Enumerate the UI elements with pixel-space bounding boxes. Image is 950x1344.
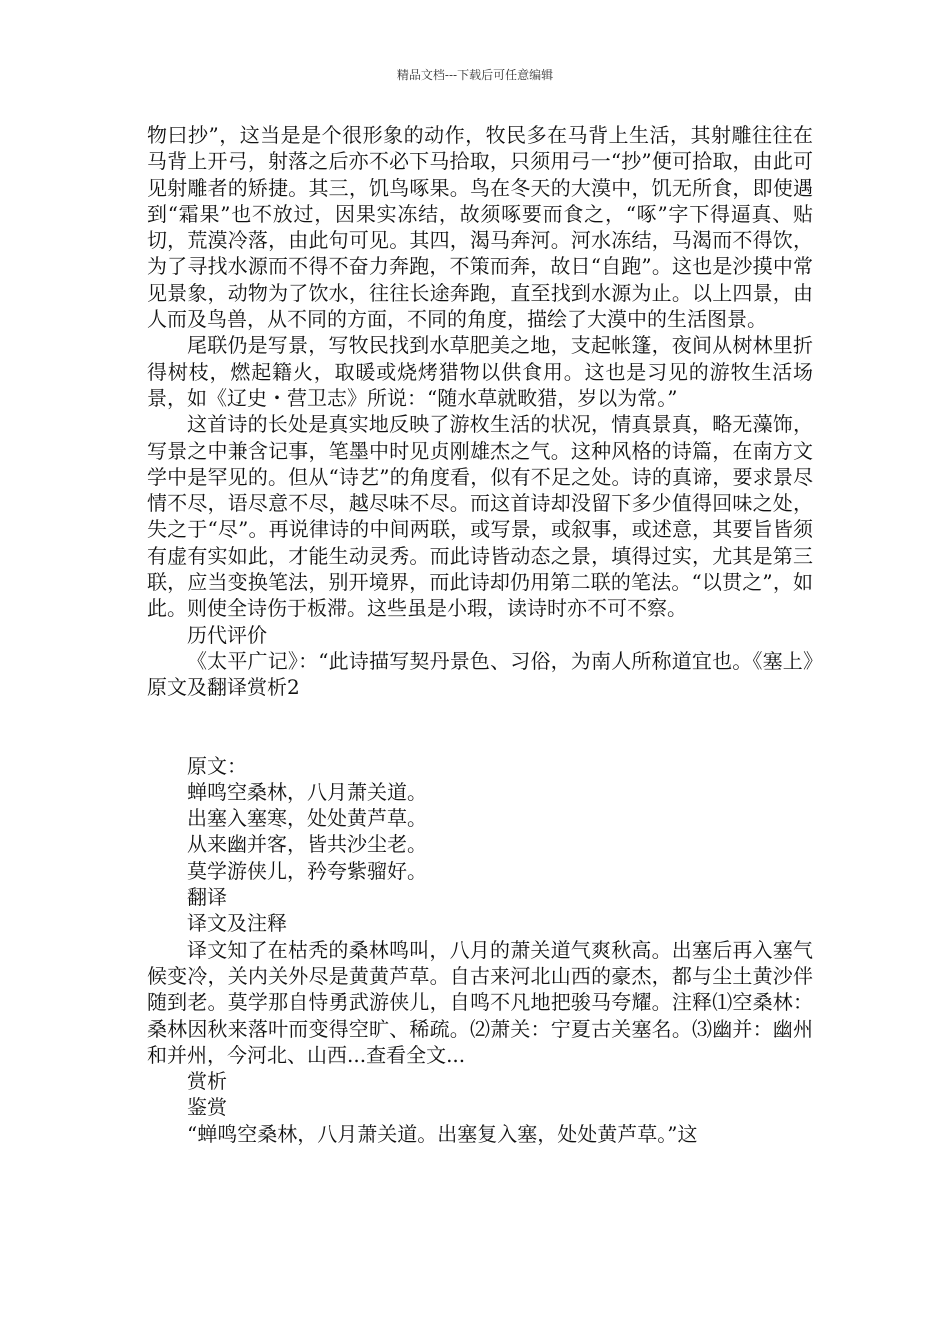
paragraph: 《太平广记》：“此诗描写契丹景色、习俗，为南人所称道宜也。《塞上》原文及翻译赏析2: [147, 648, 813, 700]
poem-line: 莫学游侠儿，矜夸紫骝好。: [187, 858, 427, 883]
paragraph: 尾联仍是写景，写牧民找到水草肥美之地，支起帐篷，夜间从树林里折得树枝，燃起籍火，取暖或烧烤猎物以供食用。这也是习见的游牧生活场景，如《辽史・营卫志》所说：“随水草就畋猎，岁以为常。”: [147, 333, 813, 410]
paragraph: 译文知了在枯秃的桑林鸣叫，八月的萧关道气爽秋高。出塞后再入塞气候变冷，关内关外尽是黄黄芦草。自古来河北山西的豪杰，都与尘土黄沙伴随到老。莫学那自恃勇武游侠儿，自鸣不凡地把骏马夸耀。注释⑴空桑林：桑林因秋来落叶而变得空旷、稀疏。⑵萧关：宁夏古关塞名。⑶幽并：幽州和并州，今河北、山西...查看全文...: [147, 937, 813, 1067]
poem-line: 从来幽并客，皆共沙尘老。: [187, 832, 427, 857]
paragraph: 物曰抄”，这当是是个很形象的动作，牧民多在马背上生活，其射雕往往在马背上开弓，射落之后亦不必下马拾取，只须用弓一“抄”便可拾取，由此可见射雕者的矫捷。其三，饥鸟啄果。鸟在冬天的大漠中，饥无所食，即使遇到“霜果”也不放过，因果实冻结，故须啄要而食之，“啄”字下得逼真、贴切，荒漠冷落，由此句可见。其四，渴马奔河。河水冻结，马渴而不得饮，为了寻找水源而不得不奋力奔跑，不策而奔，故日“自跑”。这也是沙摸中常见景象，动物为了饮水，往往长途奔跑，直至找到水源为止。以上四景，由人而及鸟兽，从不同的方面，不同的角度，描绘了大漠中的生活图景。: [147, 123, 813, 332]
section-heading: 历代评价: [187, 622, 267, 647]
section-heading: 赏析: [187, 1069, 227, 1094]
paragraph: 这首诗的长处是真实地反映了游枚生活的状况，情真景真，略无藻饰，写景之中兼含记事，笔墨中时见贞刚雄杰之气。这种风格的诗篇，在南方文学中是罕见的。但从“诗艺”的角度看，似有不足之处。诗的真谛，要求景尽情不尽，语尽意不尽，越尽味不尽。而这首诗却没留下多少值得回味之处，失之于“尽”。再说律诗的中间两联，或写景，或叙事，或述意，其要旨皆须有虚有实如此，才能生动灵秀。而此诗皆动态之景，填得过实，尤其是第三联，应当变换笔法，别开境界，而此诗却仍用第二联的笔法。“以贯之”，如此。则使全诗伤于板滞。这些虽是小瑕，读诗时亦不可不察。: [147, 412, 813, 621]
paragraph: “蝉鸣空桑林，八月萧关道。出塞复入塞，处处黄芦草。”这: [187, 1121, 698, 1146]
section-heading: 翻译: [187, 885, 227, 910]
section-heading: 原文：: [187, 753, 247, 778]
poem-line: 蝉鸣空桑林，八月萧关道。: [187, 779, 427, 804]
section-heading: 鉴赏: [187, 1095, 227, 1120]
poem-line: 出塞入塞寒，处处黄芦草。: [187, 806, 427, 831]
spacer: [147, 701, 813, 753]
section-heading: 译文及注释: [187, 911, 287, 936]
document-body: [147, 122, 813, 1147]
page-header: 精品文档---下载后可任意编辑: [396, 68, 554, 82]
